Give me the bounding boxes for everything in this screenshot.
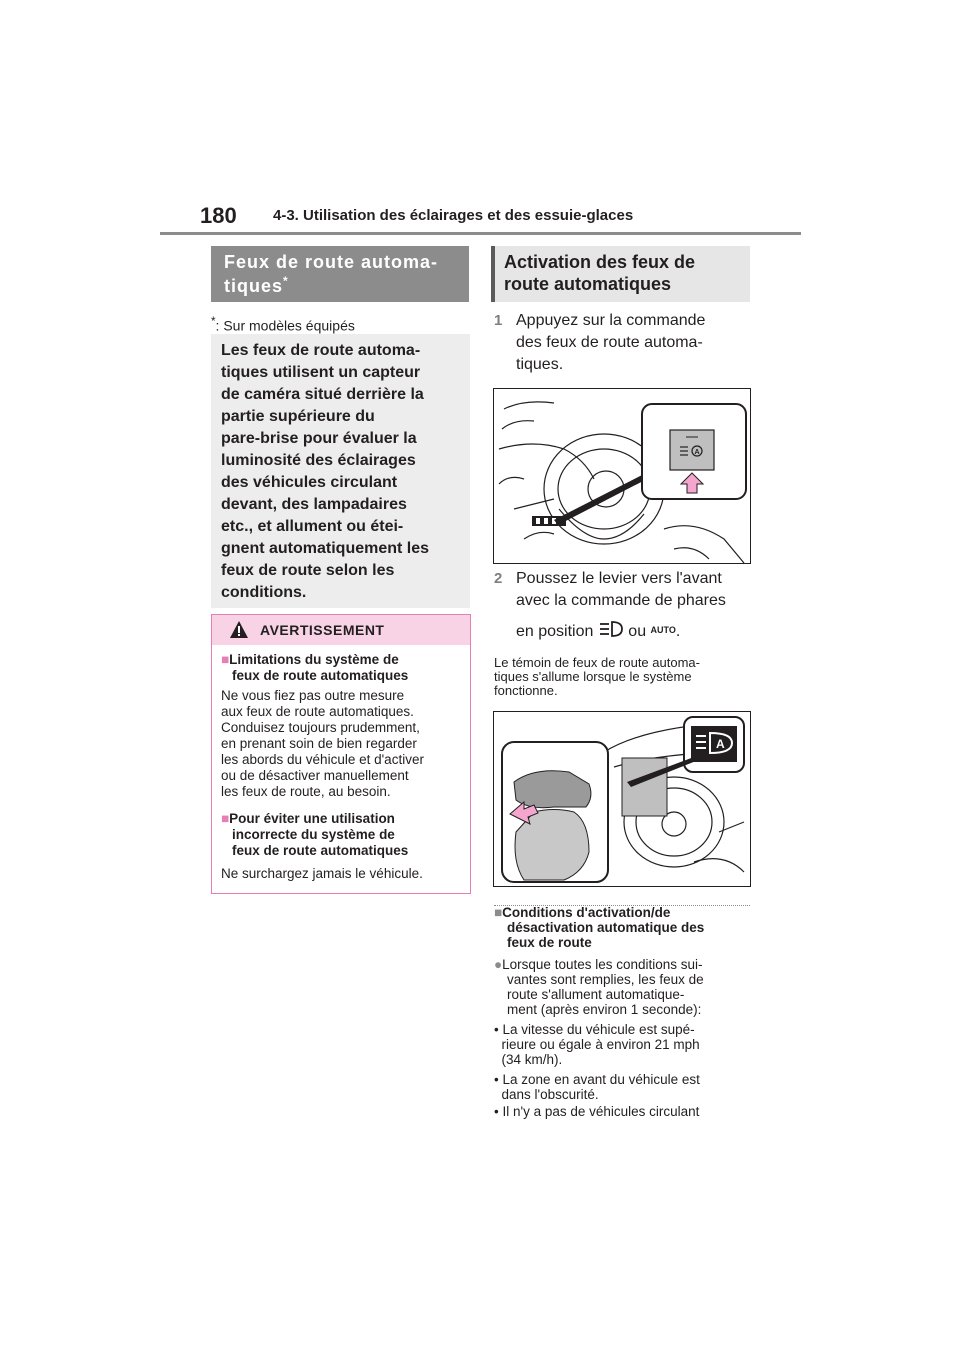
footnote	[211, 315, 355, 334]
conditions-text	[494, 957, 703, 972]
step-number: 2	[494, 570, 503, 587]
step-2-text: ou	[628, 623, 647, 640]
condition-bullet: dans l'obscurité.	[494, 1087, 599, 1102]
header-divider	[160, 232, 801, 235]
step-2-text: en position	[516, 623, 594, 640]
warning-text: les feux de route, au besoin.	[221, 784, 391, 799]
page-number: 180	[200, 203, 237, 228]
warning-subhead	[221, 811, 395, 827]
intro-line: devant, des lampadaires	[221, 496, 407, 513]
step-1-line: tiques.	[516, 356, 564, 373]
section-title-word: tiques	[224, 276, 284, 296]
intro-line: luminosité des éclairages	[221, 452, 416, 469]
conditions-line: Lorsque toutes les conditions sui-	[502, 957, 703, 972]
warning-text: aux feux de route automatiques.	[221, 704, 414, 719]
condition-bullet: • La vitesse du véhicule est supé-	[494, 1022, 695, 1037]
intro-line: etc., et allument ou étei-	[221, 518, 404, 535]
section-title-activation	[491, 246, 750, 302]
conditions-line: route s'allument automatique-	[507, 987, 685, 1002]
step-1-line: des feux de route automa-	[516, 334, 703, 351]
warning-text: en prenant soin de bien regarder	[221, 736, 417, 751]
warning-title: AVERTISSEMENT	[260, 622, 385, 638]
intro-line: des véhicules circulant	[221, 474, 398, 491]
condition-bullet: • La zone en avant du véhicule est	[494, 1072, 700, 1087]
condition-bullet: (34 km/h).	[494, 1052, 563, 1067]
warning-subhead-line: Pour éviter une utilisation	[229, 811, 395, 826]
warning-subhead	[221, 652, 399, 668]
section-title-line1: Feux de route automa-	[224, 252, 439, 272]
note-line: Le témoin de feux de route automa-	[494, 655, 700, 670]
step-number: 1	[494, 312, 503, 329]
section-title-bar	[491, 246, 495, 302]
warning-triangle-icon	[229, 620, 249, 639]
section-title-line2	[224, 274, 289, 297]
chapter-title: 4-3. Utilisation des éclairages et des essuie-glaces	[273, 207, 634, 224]
warning-text: Ne surchargez jamais le véhicule.	[221, 866, 423, 881]
conditions-heading-line: désactivation automatique des	[507, 920, 705, 935]
warning-box	[211, 614, 471, 894]
intro-line: gnent automatiquement les	[221, 540, 430, 557]
intro-line: partie supérieure du	[221, 408, 375, 425]
note-line: tiques s'allume lorsque le système	[494, 669, 692, 684]
figure-lever-indicator	[493, 711, 751, 887]
warning-text: Ne vous fiez pas outre mesure	[221, 688, 405, 703]
warning-subhead-line: feux de route automatiques	[232, 668, 409, 683]
conditions-heading	[494, 905, 670, 920]
lever-illustration	[494, 712, 750, 886]
intro-line: Les feux de route automa-	[221, 342, 421, 359]
section-title-line2: route automatiques	[504, 274, 672, 294]
square-bullet-icon: ■	[221, 652, 230, 667]
intro-line: tiques utilisent un capteur	[221, 364, 421, 381]
warning-text: ou de désactiver manuellement	[221, 768, 409, 783]
step-2-line: avec la commande de phares	[516, 592, 726, 609]
conditions-heading-line: feux de route	[507, 935, 592, 950]
high-beam-icon	[598, 620, 624, 638]
intro-line: feux de route selon les	[221, 562, 395, 579]
intro-line: de caméra situé derrière la	[221, 386, 424, 403]
section-title-auto-high-beam	[211, 246, 469, 302]
step-1-line: Appuyez sur la commande	[516, 312, 706, 329]
warning-text: Conduisez toujours prudemment,	[221, 720, 420, 735]
conditions-line: ment (après environ 1 seconde):	[507, 1002, 702, 1017]
dashboard-illustration	[494, 389, 750, 563]
figure-dashboard-switch	[493, 388, 751, 564]
step-2-line: Poussez le levier vers l'avant	[516, 570, 722, 587]
intro-line: pare-brise pour évaluer la	[221, 430, 417, 447]
warning-subhead-line: Limitations du système de	[229, 652, 399, 667]
condition-bullet: rieure ou égale à environ 21 mph	[494, 1037, 700, 1052]
auto-icon: AUTO	[650, 625, 676, 635]
note-line: fonctionne.	[494, 683, 558, 698]
intro-box	[211, 334, 470, 608]
warning-subhead-line: feux de route automatiques	[232, 843, 409, 858]
square-bullet-icon: ■	[494, 905, 503, 920]
footnote-star: *	[211, 315, 216, 328]
step-2-line: en position ou AUTO.	[516, 619, 680, 643]
warning-text: les abords du véhicule et d'activer	[221, 752, 424, 767]
conditions-line: vantes sont remplies, les feux de	[507, 972, 704, 987]
svg-text:A: A	[716, 737, 725, 751]
section-title-line1: Activation des feux de	[504, 252, 696, 272]
svg-text:A: A	[694, 449, 700, 456]
warning-subhead-line: incorrecte du système de	[232, 827, 395, 842]
condition-bullet: • Il n'y a pas de véhicules circulant	[494, 1104, 700, 1119]
warning-header	[212, 615, 470, 645]
circle-bullet-icon: ●	[494, 957, 503, 972]
conditions-heading-line: Conditions d'activation/de	[502, 905, 671, 920]
intro-line: conditions.	[221, 584, 307, 601]
square-bullet-icon: ■	[221, 811, 230, 826]
footnote-marker: *	[283, 274, 289, 288]
footnote-text: : Sur modèles équipés	[215, 317, 355, 334]
